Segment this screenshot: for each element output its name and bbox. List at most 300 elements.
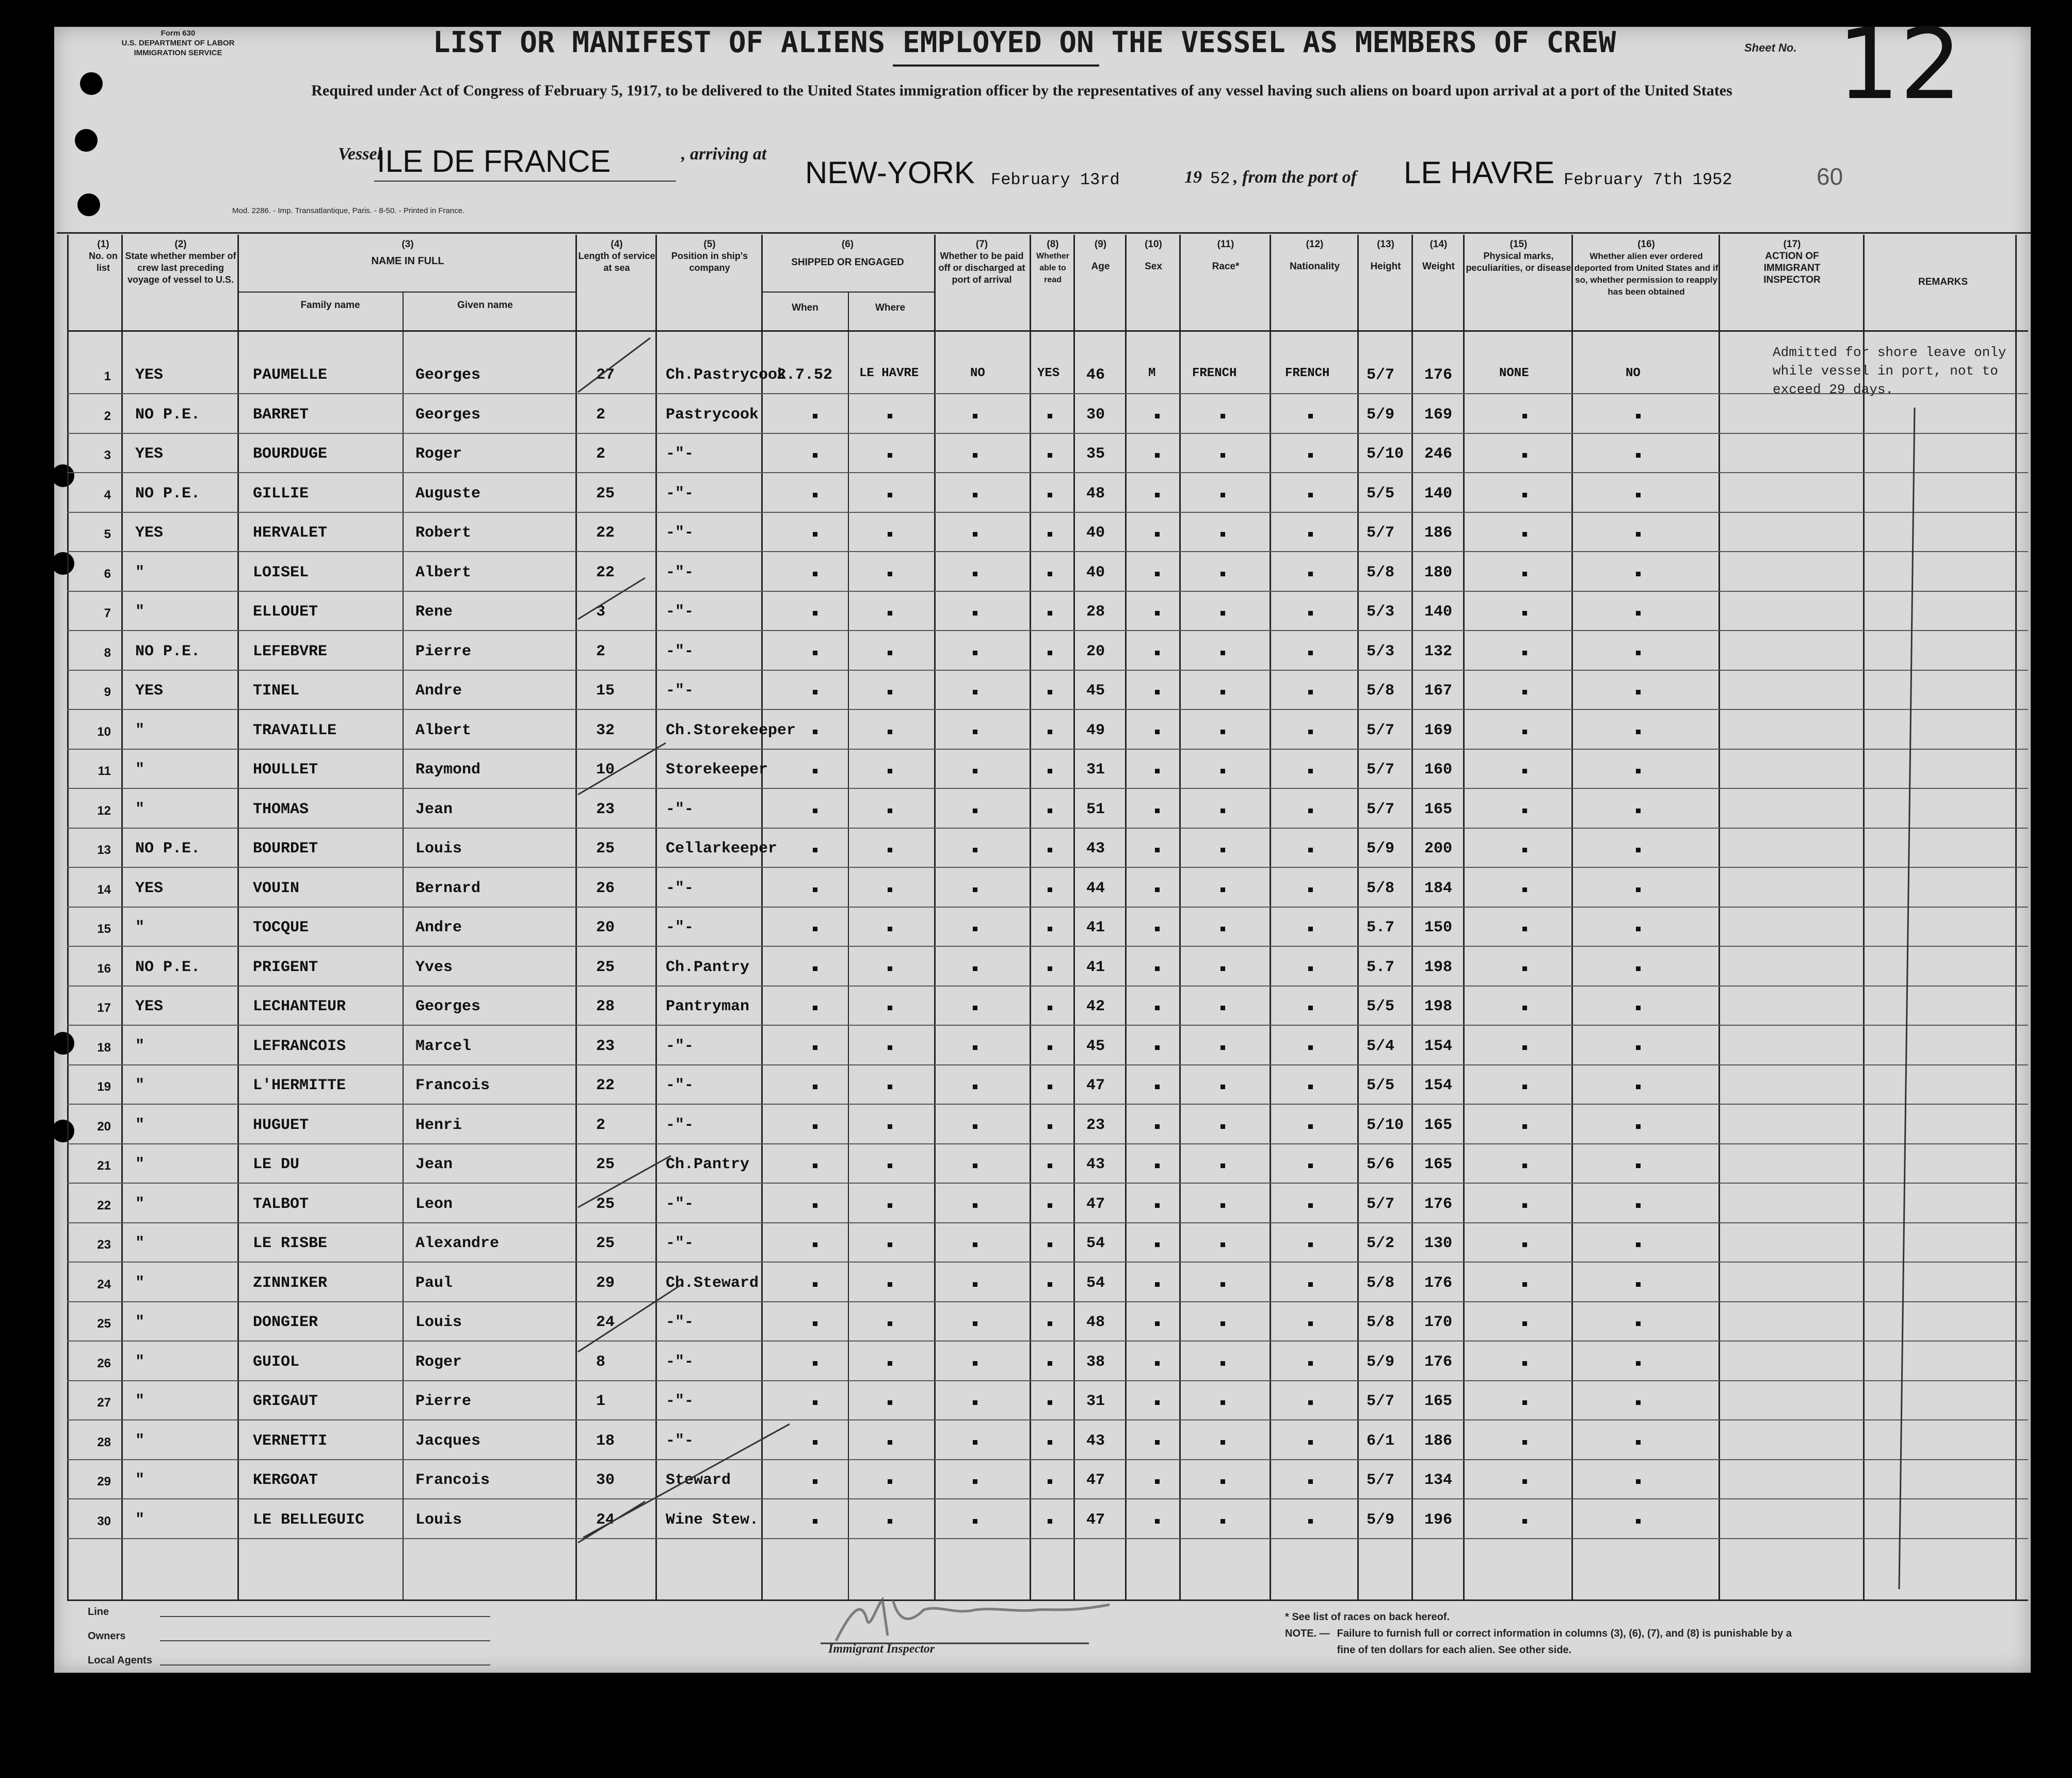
service-length-cell: 24 — [596, 1314, 615, 1331]
position-cell: Ch.Pantry — [666, 1156, 750, 1173]
given-name-cell: Henri — [415, 1116, 462, 1134]
position-cell: Wine Stew. — [666, 1511, 759, 1529]
hole-icon — [75, 129, 98, 152]
position-cell: Steward — [666, 1472, 731, 1489]
given-name-cell: Robert — [415, 524, 472, 542]
from-label: , from the port of — [1233, 168, 1357, 187]
family-name-cell: GUIOL — [253, 1353, 300, 1371]
previous-voyage-cell: " — [135, 919, 145, 936]
row-number: 26 — [97, 1356, 111, 1370]
given-name-cell: Jean — [415, 1156, 453, 1173]
family-name-cell: TINEL — [253, 682, 300, 700]
previous-voyage-cell: " — [135, 1274, 145, 1292]
position-cell: Ch.Pantry — [666, 958, 750, 976]
service-length-cell: 25 — [596, 840, 615, 858]
table-top-border — [57, 232, 2031, 234]
previous-voyage-cell: " — [135, 1472, 145, 1489]
service-length-cell: 2 — [596, 642, 606, 660]
row-number: 7 — [104, 606, 111, 620]
position-cell: -"- — [666, 1037, 694, 1055]
year-suffix: 52 — [1210, 169, 1230, 188]
service-length-cell: 25 — [596, 1235, 615, 1252]
weight-cell: 132 — [1424, 642, 1453, 660]
previous-voyage-cell: " — [135, 1037, 145, 1055]
previous-voyage-cell: " — [135, 563, 145, 581]
previous-voyage-cell: " — [135, 1432, 145, 1450]
family-name-cell: VOUIN — [253, 879, 300, 897]
family-name-cell: PAUMELLE — [253, 366, 328, 384]
age-cell: 30 — [1086, 406, 1105, 424]
family-name-cell: L'HERMITTE — [253, 1077, 346, 1094]
weight-cell: 165 — [1424, 1116, 1453, 1134]
weight-cell: 154 — [1424, 1037, 1453, 1055]
position-cell: -"- — [666, 1353, 694, 1371]
weight-cell: 169 — [1424, 406, 1453, 424]
given-name-cell: Albert — [415, 721, 472, 739]
service-length-cell: 24 — [596, 1511, 615, 1529]
weight-cell: 180 — [1424, 563, 1453, 581]
height-cell: 5/7 — [1367, 1472, 1395, 1489]
row-number: 1 — [104, 369, 111, 383]
family-name-cell: KERGOAT — [253, 1472, 318, 1489]
position-cell: -"- — [666, 800, 694, 818]
position-cell: -"- — [666, 484, 694, 503]
family-name-cell: LE DU — [253, 1156, 300, 1173]
service-length-cell: 25 — [596, 1156, 615, 1173]
col-header-14: (14) Weight — [1422, 239, 1455, 272]
previous-voyage-cell: " — [135, 721, 145, 739]
position-cell: -"- — [666, 1077, 694, 1094]
family-name-cell: HOULLET — [253, 761, 318, 779]
footer-notes — [1285, 1609, 1802, 1658]
col-header-8: (8) Whether able to read — [1036, 239, 1069, 284]
nationality-cell: FRENCH — [1285, 366, 1330, 380]
note-text: Failure to furnish full or correct information in columns (3), (6), (7), and (8) is punishable by a fine of ten dollars for each alien. See other side. — [1337, 1628, 1792, 1656]
height-cell: 5/8 — [1367, 1274, 1395, 1292]
weight-cell: 186 — [1424, 1432, 1453, 1450]
given-name-cell: Pierre — [415, 1393, 472, 1410]
shipped-when-cell: 2.7.52 — [777, 366, 833, 384]
previous-voyage-cell: " — [135, 1235, 145, 1252]
previous-voyage-cell: " — [135, 761, 145, 779]
service-length-cell: 15 — [596, 682, 615, 700]
previous-voyage-cell: " — [135, 1156, 145, 1173]
family-name-cell: PRIGENT — [253, 958, 318, 976]
position-cell: -"- — [666, 879, 694, 897]
given-name-header: Given name — [457, 300, 513, 311]
service-length-cell: 2 — [596, 445, 606, 463]
age-cell: 54 — [1086, 1274, 1105, 1292]
weight-cell: 130 — [1424, 1235, 1453, 1252]
service-length-cell: 8 — [596, 1353, 606, 1371]
given-name-cell: Pierre — [415, 642, 472, 660]
row-number: 9 — [104, 685, 111, 699]
position-cell: Cellarkeeper — [666, 840, 778, 858]
weight-cell: 246 — [1424, 445, 1453, 463]
service-length-cell: 27 — [596, 366, 615, 384]
given-name-cell: Raymond — [415, 761, 481, 779]
weight-cell: 165 — [1424, 800, 1453, 818]
service-length-cell: 25 — [596, 1195, 615, 1213]
weight-cell: 165 — [1424, 1393, 1453, 1410]
weight-cell: 184 — [1424, 879, 1453, 897]
previous-voyage-cell: NO P.E. — [135, 958, 201, 976]
given-name-cell: Yves — [415, 958, 453, 976]
position-cell: -"- — [666, 1116, 694, 1134]
owners-label: Owners — [88, 1630, 126, 1642]
service-length-cell: 22 — [596, 563, 615, 581]
previous-voyage-cell: " — [135, 1314, 145, 1331]
row-number: 3 — [104, 448, 111, 462]
age-cell: 31 — [1086, 761, 1105, 779]
year-prefix: 19 — [1184, 168, 1202, 187]
service-length-cell: 26 — [596, 879, 615, 897]
department: U.S. DEPARTMENT OF LABOR — [121, 39, 235, 47]
height-cell: 5/7 — [1367, 721, 1395, 739]
height-cell: 5/9 — [1367, 1511, 1395, 1529]
given-name-cell: Georges — [415, 366, 481, 384]
col-header-2: (2) State whether member of crew last preceding voyage of vessel to U.S. — [125, 239, 236, 285]
weight-cell: 176 — [1424, 1353, 1453, 1371]
sheet-number: 12 — [1837, 7, 1962, 121]
given-name-cell: Leon — [415, 1195, 453, 1213]
column-divider — [2015, 235, 2017, 1599]
family-name-cell: DONGIER — [253, 1314, 318, 1331]
line-underline — [160, 1616, 490, 1617]
family-name-cell: LEFEBVRE — [253, 642, 328, 660]
vessel-label: Vessel — [338, 144, 382, 164]
row-number: 29 — [97, 1475, 111, 1489]
age-cell: 43 — [1086, 1156, 1105, 1173]
sheet-label: Sheet No. — [1744, 41, 1797, 54]
previous-voyage-cell: " — [135, 1353, 145, 1371]
previous-voyage-cell: YES — [135, 879, 164, 897]
column-divider — [67, 235, 69, 1599]
previous-voyage-cell: NO P.E. — [135, 406, 201, 424]
given-name-cell: Georges — [415, 406, 481, 424]
note-label: NOTE. — — [1285, 1628, 1330, 1639]
age-cell: 42 — [1086, 998, 1105, 1015]
height-cell: 6/1 — [1367, 1432, 1395, 1450]
service-length-cell: 32 — [596, 721, 615, 739]
position-cell: -"- — [666, 642, 694, 660]
col-header-10: (10) Sex — [1145, 239, 1162, 272]
given-name-cell: Bernard — [415, 879, 481, 897]
row-number: 23 — [97, 1238, 111, 1252]
height-cell: 5/3 — [1367, 642, 1395, 660]
col-header-5: (5) Position in ship's company — [671, 239, 748, 273]
row-number: 12 — [97, 803, 111, 818]
service-length-cell: 10 — [596, 761, 615, 779]
weight-cell: 176 — [1424, 366, 1453, 384]
family-name-cell: LEFRANCOIS — [253, 1037, 346, 1055]
position-cell: -"- — [666, 1235, 694, 1252]
able-to-read-cell: YES — [1037, 366, 1060, 380]
age-cell: 44 — [1086, 879, 1105, 897]
row-number: 19 — [97, 1080, 111, 1094]
height-cell: 5/5 — [1367, 998, 1395, 1015]
row-number: 28 — [97, 1435, 111, 1449]
service-length-cell: 23 — [596, 800, 615, 818]
weight-cell: 198 — [1424, 958, 1453, 976]
service-length-cell: 30 — [596, 1472, 615, 1489]
row-number: 6 — [104, 567, 111, 581]
row-number: 10 — [97, 724, 111, 739]
family-name-cell: TOCQUE — [253, 919, 309, 936]
family-name-cell: ZINNIKER — [253, 1274, 328, 1292]
family-name-cell: LECHANTEUR — [253, 998, 346, 1015]
given-name-cell: Francois — [415, 1472, 490, 1489]
position-cell: -"- — [666, 1314, 694, 1331]
sex-cell: M — [1148, 366, 1156, 380]
col-header-6: (6) SHIPPED OR ENGAGED — [791, 239, 904, 268]
agents-underline — [160, 1664, 490, 1666]
service-length-cell: 22 — [596, 1077, 615, 1094]
row-number: 22 — [97, 1198, 111, 1213]
weight-cell: 169 — [1424, 721, 1453, 739]
family-name-cell: TALBOT — [253, 1195, 309, 1213]
hole-icon — [77, 193, 100, 216]
col-header-13: (13) Height — [1370, 239, 1401, 272]
form-info — [111, 28, 245, 58]
weight-cell: 196 — [1424, 1511, 1453, 1529]
given-name-cell: Jacques — [415, 1432, 481, 1450]
col-header-7: (7) Whether to be paid off or discharged at port of arrival — [938, 239, 1025, 285]
family-name-cell: GILLIE — [253, 484, 309, 503]
vessel-underline — [374, 181, 676, 182]
age-cell: 43 — [1086, 1432, 1105, 1450]
weight-cell: 150 — [1424, 919, 1453, 936]
age-cell: 38 — [1086, 1353, 1105, 1371]
shipped-where-cell: LE HAVRE — [859, 366, 919, 380]
age-cell: 40 — [1086, 524, 1105, 542]
column-divider — [237, 235, 239, 1599]
family-name-cell: BOURDET — [253, 840, 318, 858]
row-number: 18 — [97, 1040, 111, 1055]
position-cell: -"- — [666, 445, 694, 463]
family-name-header: Family name — [300, 300, 360, 311]
line-label: Line — [88, 1606, 109, 1618]
age-cell: 48 — [1086, 484, 1105, 503]
physical-marks-cell: NONE — [1499, 366, 1529, 380]
required-text: Required under Act of Congress of February 5, 1917, to be delivered to the United States immigration officer by the representatives of any vessel having such aliens on board upon arrival at a port of the United States — [311, 82, 1732, 99]
position-cell: -"- — [666, 1393, 694, 1410]
given-name-cell: Albert — [415, 563, 472, 581]
inspector-label: Immigrant Inspector — [828, 1642, 935, 1656]
age-cell: 54 — [1086, 1235, 1105, 1252]
col-header-11: (11) Race* — [1212, 239, 1240, 272]
row-number: 24 — [97, 1277, 111, 1291]
service-name: IMMIGRATION SERVICE — [134, 49, 222, 57]
age-cell: 49 — [1086, 721, 1105, 739]
position-cell: -"- — [666, 603, 694, 621]
page-title: LIST OR MANIFEST OF ALIENS EMPLOYED ON THE VESSEL AS MEMBERS OF CREW — [294, 26, 1755, 59]
weight-cell: 167 — [1424, 682, 1453, 700]
row-number: 11 — [98, 764, 111, 778]
agents-label: Local Agents — [88, 1655, 152, 1666]
height-cell: 5/7 — [1367, 1393, 1395, 1410]
arriving-label: , arriving at — [681, 144, 767, 164]
height-cell: 5/8 — [1367, 563, 1395, 581]
given-name-cell: Louis — [415, 1314, 462, 1331]
age-cell: 47 — [1086, 1195, 1105, 1213]
age-cell: 20 — [1086, 642, 1105, 660]
given-name-cell: Andre — [415, 919, 462, 936]
age-cell: 47 — [1086, 1077, 1105, 1094]
departure-date: February 7th 1952 — [1564, 170, 1732, 189]
col-header-17: (17) ACTION OF IMMIGRANT INSPECTOR — [1763, 239, 1821, 285]
height-cell: 5/5 — [1367, 1077, 1395, 1094]
vessel-name: ILE DE FRANCE — [377, 144, 611, 179]
height-cell: 5/4 — [1367, 1037, 1395, 1055]
previous-voyage-cell: " — [135, 1195, 145, 1213]
weight-cell: 186 — [1424, 524, 1453, 542]
height-cell: 5/7 — [1367, 1195, 1395, 1213]
weight-cell: 200 — [1424, 840, 1453, 858]
previous-voyage-cell: " — [135, 1511, 145, 1529]
height-cell: 5/7 — [1367, 761, 1395, 779]
row-number: 15 — [97, 922, 111, 936]
position-cell: -"- — [666, 524, 694, 542]
given-name-cell: Andre — [415, 682, 462, 700]
position-cell: Ch.Storekeeper — [666, 721, 796, 739]
previous-voyage-cell: YES — [135, 445, 164, 463]
form-number: Form 630 — [160, 29, 196, 38]
row-number: 16 — [97, 961, 111, 976]
age-cell: 40 — [1086, 563, 1105, 581]
family-name-cell: TRAVAILLE — [253, 721, 337, 739]
col-header-9: (9) Age — [1091, 239, 1110, 272]
given-name-cell: Louis — [415, 1511, 462, 1529]
weight-cell: 165 — [1424, 1156, 1453, 1173]
family-name-cell: LOISEL — [253, 563, 309, 581]
height-cell: 5/8 — [1367, 682, 1395, 700]
age-cell: 41 — [1086, 919, 1105, 936]
row-number: 25 — [97, 1317, 111, 1331]
height-cell: 5/10 — [1367, 445, 1404, 463]
where-header: Where — [875, 302, 906, 313]
previous-voyage-cell: " — [135, 1077, 145, 1094]
given-name-cell: Roger — [415, 445, 462, 463]
row-number: 5 — [104, 527, 111, 541]
printer-note: Mod. 2286. - Imp. Transatlantique, Paris. - 8-50. - Printed in France. — [232, 206, 465, 215]
column-divider — [121, 235, 123, 1599]
position-cell: -"- — [666, 563, 694, 581]
service-length-cell: 25 — [596, 484, 615, 503]
position-cell: Ch.Pastrycook — [666, 366, 787, 384]
height-cell: 5/7 — [1367, 366, 1395, 384]
hole-icon — [52, 464, 74, 487]
family-name-cell: VERNETTI — [253, 1432, 328, 1450]
position-cell: Storekeeper — [666, 761, 768, 779]
service-length-cell: 25 — [596, 958, 615, 976]
previous-voyage-cell: YES — [135, 366, 164, 384]
weight-cell: 160 — [1424, 761, 1453, 779]
family-name-cell: LE RISBE — [253, 1235, 328, 1252]
hole-icon — [80, 72, 103, 95]
arrival-date: February 13rd — [991, 170, 1120, 189]
previous-voyage-cell: YES — [135, 524, 164, 542]
given-name-cell: Jean — [415, 800, 453, 818]
family-name-cell: BOURDUGE — [253, 445, 328, 463]
previous-voyage-cell: NO P.E. — [135, 484, 201, 503]
service-length-cell: 18 — [596, 1432, 615, 1450]
previous-voyage-cell: " — [135, 1393, 145, 1410]
handwritten-marks — [568, 330, 2013, 1599]
age-cell: 48 — [1086, 1314, 1105, 1331]
deported-cell: NO — [1626, 366, 1641, 380]
age-cell: 46 — [1086, 366, 1105, 384]
height-cell: 5/9 — [1367, 1353, 1395, 1371]
when-header: When — [792, 302, 818, 313]
previous-voyage-cell: NO P.E. — [135, 642, 201, 660]
departure-port: LE HAVRE — [1404, 155, 1555, 190]
family-name-cell: THOMAS — [253, 800, 309, 818]
given-name-cell: Auguste — [415, 484, 481, 503]
weight-cell: 176 — [1424, 1195, 1453, 1213]
previous-voyage-cell: YES — [135, 682, 164, 700]
col-header-remarks: REMARKS — [1918, 277, 1968, 287]
given-name-cell: Alexandre — [415, 1235, 500, 1252]
given-name-cell: Georges — [415, 998, 481, 1015]
given-name-cell: Paul — [415, 1274, 453, 1292]
service-length-cell: 1 — [596, 1393, 606, 1410]
height-cell: 5/7 — [1367, 800, 1395, 818]
row-number: 27 — [97, 1396, 111, 1410]
row-number: 2 — [104, 409, 111, 423]
row-number: 8 — [104, 645, 111, 660]
height-cell: 5/9 — [1367, 406, 1395, 424]
position-cell: -"- — [666, 682, 694, 700]
age-cell: 47 — [1086, 1511, 1105, 1529]
height-cell: 5/2 — [1367, 1235, 1395, 1252]
height-cell: 5/3 — [1367, 603, 1395, 621]
height-cell: 5.7 — [1367, 919, 1395, 936]
weight-cell: 198 — [1424, 998, 1453, 1015]
previous-voyage-cell: " — [135, 1116, 145, 1134]
paid-off-cell: NO — [970, 366, 985, 380]
age-cell: 31 — [1086, 1393, 1105, 1410]
previous-voyage-cell: YES — [135, 998, 164, 1015]
owners-underline — [160, 1640, 490, 1641]
faint-number: 60 — [1817, 163, 1843, 190]
given-name-cell: Marcel — [415, 1037, 472, 1055]
previous-voyage-cell: NO P.E. — [135, 840, 201, 858]
col-header-16: (16) Whether alien ever ordered deported from United States and if so, whether permission to reapply has been obtained — [1574, 239, 1718, 297]
height-cell: 5/8 — [1367, 1314, 1395, 1331]
service-length-cell: 2 — [596, 1116, 606, 1134]
race-cell: FRENCH — [1192, 366, 1237, 380]
weight-cell: 134 — [1424, 1472, 1453, 1489]
service-length-cell: 28 — [596, 998, 615, 1015]
service-length-cell: 29 — [596, 1274, 615, 1292]
weight-cell: 170 — [1424, 1314, 1453, 1331]
given-name-cell: Francois — [415, 1077, 490, 1094]
height-cell: 5/5 — [1367, 484, 1395, 503]
family-name-cell: GRIGAUT — [253, 1393, 318, 1410]
row-number: 13 — [97, 843, 111, 857]
arriving-port: NEW-YORK — [805, 155, 975, 190]
family-name-cell: LE BELLEGUIC — [253, 1511, 365, 1529]
age-cell: 45 — [1086, 1037, 1105, 1055]
family-name-cell: HUGUET — [253, 1116, 309, 1134]
family-name-cell: HERVALET — [253, 524, 328, 542]
age-cell: 45 — [1086, 682, 1105, 700]
race-note: * See list of races on back hereof. — [1285, 1611, 1450, 1623]
weight-cell: 140 — [1424, 484, 1453, 503]
age-cell: 51 — [1086, 800, 1105, 818]
height-cell: 5/6 — [1367, 1156, 1395, 1173]
